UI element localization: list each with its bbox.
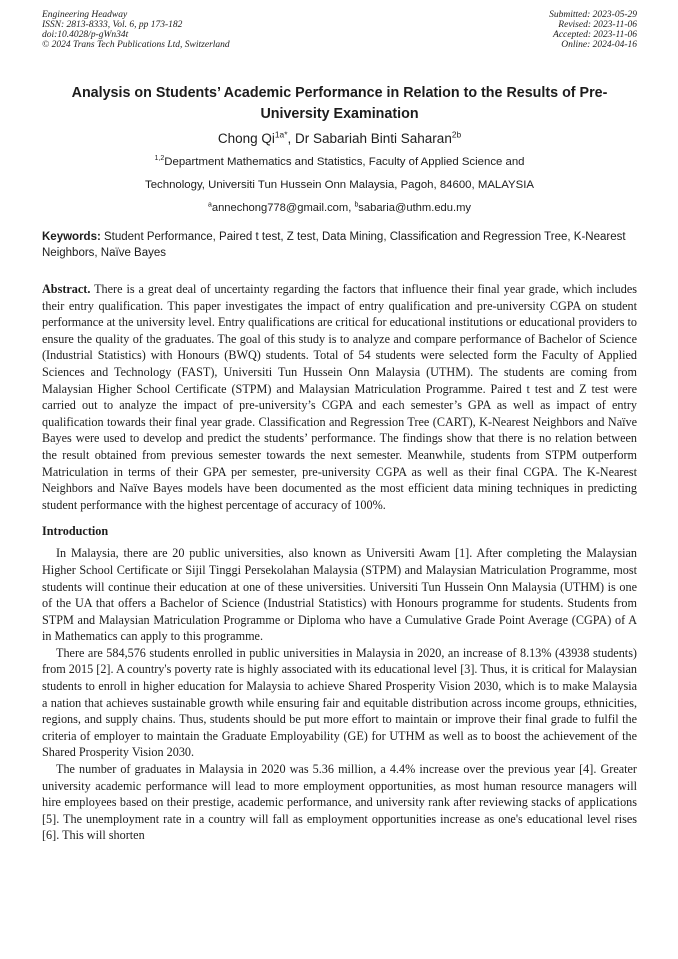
journal-issn-volume: ISSN: 2813-8333, Vol. 6, pp 173-182 bbox=[42, 20, 183, 30]
affiliation-superscript: 1,2 bbox=[154, 155, 165, 163]
date-online: Online: 2024-04-16 bbox=[561, 40, 637, 50]
keywords-line bbox=[42, 230, 637, 261]
author-emails bbox=[42, 197, 637, 220]
abstract bbox=[42, 281, 637, 513]
email-a-superscript: a bbox=[207, 201, 212, 209]
author-2-superscript: 2b bbox=[451, 129, 462, 140]
affiliation-line-1 bbox=[42, 151, 637, 174]
email-b-superscript: b bbox=[354, 201, 359, 209]
email-b: sabaria@uthm.edu.my bbox=[358, 202, 472, 214]
journal-copyright: © 2024 Trans Tech Publications Ltd, Switzerland bbox=[42, 40, 230, 50]
email-a: annechong778@gmail.com bbox=[211, 202, 349, 214]
intro-paragraph-2: There are 584,576 students enrolled in public universities in Malaysia in 2020, an increase of 8.13% (43938 students) from 2015 [2]. A country's poverty rate is highly associated with its educational level [3]. Thus, it is critical for Malaysian students to enroll in higher education for Malaysia to achieve Shared Prosperity Vision 2030, which is to make Malaysia a nation that achieves sustainable growth while ensuring fair and equitable distribution across income groups, ethnicities, regions, and supply chains. Thus, students should be put more effort to maintain or improve their final grade to fulfil the criteria of employer to maintain the Graduate Employability (GE) for UTHM as well as to boost the achievement of the Shared Prosperity Vision 2030. bbox=[42, 645, 637, 760]
keywords-label: Keywords: bbox=[42, 231, 101, 243]
author-1-name: Chong Qi bbox=[217, 131, 275, 146]
journal-info bbox=[42, 10, 230, 50]
author-1-superscript: 1a* bbox=[274, 129, 288, 140]
abstract-text: There is a great deal of uncertainty regarding the factors that influence their final year grade, which includes their entry qualification. This paper investigates the impact of entry qualification and pre-university CGPA on student performance at the university level. Entry qualifications are critical for educational institutions or educational providers to ensure the quality of the graduates. The goal of this study is to analyze and compare performance of Bachelor of Science (Industrial Statistics) with Honours (BWQ) students. Total of 54 students were selected form the Faculty of Applied Sciences and Technology (FAST), Universiti Tun Hussein Onn Malaysia (UTHM). The students are coming from Malaysian Higher School Certificate (STPM) and Malaysian Matriculation Programme. Paired t test and Z test were carried out to analyze the impact of pre-university’s CGPA and each semester’s GPA as well as impact of entry qualification towards their final year grade. Classification and Regression Tree (CART), K-Nearest Neighbors and Naïve Bayes were used to develop and predict the students’ performance. The findings show that there is no relation between the result obtained from previous semester towards the next semester. Meanwhile, students from STPM outperform Matriculation in terms of their GPA per semester, pre-university CGPA as well as their final CGPA. The K-Nearest Neighbors and Naïve Bayes models have been documented as the most efficient data mining techniques in predicting student performance with the highest percentage of accuracy of 100%. bbox=[42, 282, 637, 512]
abstract-label: Abstract. bbox=[42, 282, 91, 296]
article-dates bbox=[549, 10, 637, 50]
intro-paragraph-1: In Malaysia, there are 20 public universities, also known as Universiti Awam [1]. After completing the Malaysian Higher School Certificate or Sijil Tinggi Persekolahan Malaysia (STPM) and Malaysian Matriculation Programme, most students will continue their education at one of these universities. Universiti Tun Hussein Onn Malaysia (UTHM) is one of the UA that offers a Bachelor of Science (Industrial Statistics) with Honours programme for students. Students from STPM and Malaysian Matriculation Programme or Diploma who have a Cumulative Grade Point Average (CGPA) of A in Mathematics can apply to this programme. bbox=[42, 546, 637, 644]
section-heading-introduction: Introduction bbox=[42, 524, 109, 539]
journal-doi: doi:10.4028/p-gWn34t bbox=[42, 30, 129, 40]
article-title: Analysis on Students’ Academic Performance in Relation to the Results of Pre-University Examination bbox=[71, 85, 608, 122]
date-revised: Revised: 2023-11-06 bbox=[558, 20, 637, 30]
date-accepted: Accepted: 2023-11-06 bbox=[553, 30, 637, 40]
affiliation-text-1: Department Mathematics and Statistics, Faculty of Applied Science and bbox=[164, 156, 525, 168]
author-separator: , bbox=[287, 131, 295, 146]
author-2-name: Dr Sabariah Binti Saharan bbox=[294, 131, 452, 146]
affiliation-line-2: Technology, Universiti Tun Hussein Onn Malaysia, Pagoh, 84600, MALAYSIA bbox=[145, 179, 534, 191]
author-line bbox=[42, 130, 637, 148]
affiliation-block bbox=[42, 151, 637, 220]
journal-name: Engineering Headway bbox=[42, 10, 128, 20]
email-separator: , bbox=[348, 202, 355, 214]
intro-paragraph-3: The number of graduates in Malaysia in 2020 was 5.36 million, a 4.4% increase over the previous year [4]. Greater university academic performance will lead to more employment opportunities, as most human resource managers will hire employees based on their prestige, academic performance, and university rank after reviewing stacks of applications [5]. The unemployment rate in a country will fall as employment opportunities increase as one's educational level rises [6]. This will shorten bbox=[42, 762, 637, 843]
journal-masthead bbox=[42, 10, 637, 50]
date-submitted: Submitted: 2023-05-29 bbox=[549, 10, 637, 20]
keywords-text: Student Performance, Paired t test, Z test, Data Mining, Classification and Regression Tree, K-Nearest Neighbors, Naïve Bayes bbox=[42, 231, 626, 259]
